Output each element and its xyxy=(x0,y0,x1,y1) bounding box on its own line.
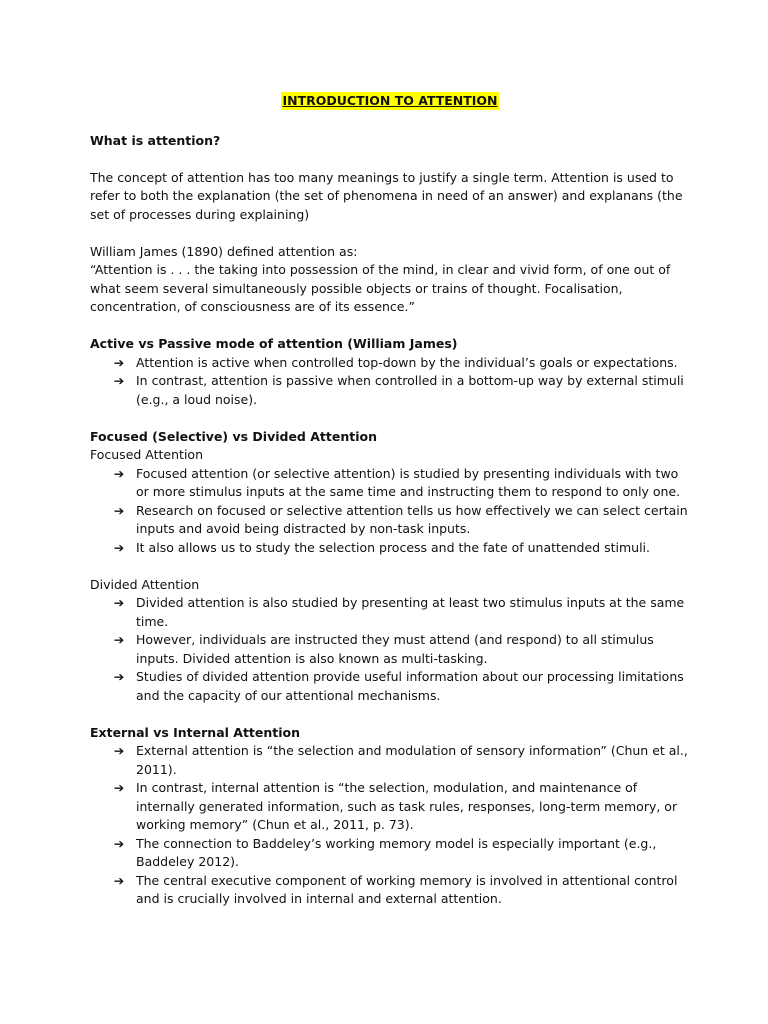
arrow-bullet-icon: ➔ xyxy=(113,780,125,795)
focused-divided-heading: Focused (Selective) vs Divided Attention xyxy=(90,428,377,444)
focused-attention-subheading: Focused Attention xyxy=(90,447,203,462)
list-item-text: Studies of divided attention provide useful information about our processing limitations and the capacity of our attentional mechanisms. xyxy=(136,669,684,703)
list-item-text: Attention is active when controlled top-down by the individual’s goals or expectations. xyxy=(136,354,678,370)
list-item xyxy=(113,354,690,373)
title-container xyxy=(90,92,690,111)
arrow-bullet-icon: ➔ xyxy=(113,669,125,684)
list-item-text: In contrast, internal attention is “the selection, modulation, and maintenance of internally generated information, such as task rules, responses, long-term memory, or working memory” (Chun et al., 2011, p. 73). xyxy=(136,780,678,832)
arrow-bullet-icon: ➔ xyxy=(113,632,125,647)
list-item xyxy=(113,502,690,539)
list-item xyxy=(113,631,690,668)
divided-attention-subheading: Divided Attention xyxy=(90,576,200,592)
spacer xyxy=(90,557,690,576)
arrow-bullet-icon: ➔ xyxy=(113,595,125,610)
arrow-bullet-icon: ➔ xyxy=(113,502,125,518)
arrow-bullet-icon: ➔ xyxy=(113,373,125,388)
list-item-text: Research on focused or selective attention tells us how effectively we can select certain inputs and avoid being distracted by non-task inputs. xyxy=(136,502,688,536)
list-item xyxy=(113,372,690,409)
arrow-bullet-icon: ➔ xyxy=(113,465,125,481)
list-item xyxy=(113,742,690,779)
list-item xyxy=(113,539,690,558)
document-body xyxy=(90,92,690,909)
focused-attention-list xyxy=(90,465,690,558)
external-internal-list xyxy=(90,742,690,909)
what-is-attention-heading: What is attention? xyxy=(90,132,221,148)
spacer xyxy=(90,317,690,336)
list-item xyxy=(113,835,690,872)
list-item xyxy=(113,779,690,835)
spacer xyxy=(90,705,690,724)
arrow-bullet-icon: ➔ xyxy=(113,743,125,758)
divided-attention-list xyxy=(90,594,690,705)
arrow-bullet-icon: ➔ xyxy=(113,539,125,555)
list-item-text: Divided attention is also studied by presenting at least two stimulus inputs at the same time. xyxy=(136,595,685,629)
active-passive-heading: Active vs Passive mode of attention (William James) xyxy=(90,336,458,351)
list-item xyxy=(113,872,690,909)
list-item xyxy=(113,465,690,502)
external-internal-heading: External vs Internal Attention xyxy=(90,724,301,740)
list-item-text: It also allows us to study the selection process and the fate of unattended stimuli. xyxy=(136,539,650,555)
list-item-text: In contrast, attention is passive when controlled in a bottom-up way by external stimuli (e.g., a loud noise). xyxy=(136,373,684,407)
spacer xyxy=(90,224,690,243)
document-title: INTRODUCTION TO ATTENTION xyxy=(282,93,498,108)
arrow-bullet-icon: ➔ xyxy=(113,835,125,851)
william-james-line: William James (1890) defined attention as: xyxy=(90,243,358,259)
list-item-text: Focused attention (or selective attention) is studied by presenting individuals with two or more stimulus inputs at the same time and instructing them to respond to only one. xyxy=(136,465,681,499)
list-item-text: The connection to Baddeley’s working memory model is especially important (e.g., Baddeley 2012). xyxy=(136,835,657,869)
arrow-bullet-icon: ➔ xyxy=(113,872,125,888)
active-passive-list xyxy=(90,354,690,410)
william-james-quote: “Attention is . . . the taking into possession of the mind, in clear and vivid form, of one out of what seem several simultaneously possible objects or trains of thought. Focalisation, concentration, of consciousness are of its essence.” xyxy=(90,262,671,314)
arrow-bullet-icon: ➔ xyxy=(113,354,125,370)
list-item-text: The central executive component of working memory is involved in attentional control and is crucially involved in internal and external attention. xyxy=(136,872,678,906)
spacer xyxy=(90,150,690,169)
list-item xyxy=(113,594,690,631)
intro-paragraph: The concept of attention has too many meanings to justify a single term. Attention is used to refer to both the explanation (the set of phenomena in need of an answer) and explanans (the set of processes during explaining) xyxy=(90,169,683,222)
list-item xyxy=(113,668,690,705)
spacer xyxy=(90,409,690,428)
list-item-text: External attention is “the selection and modulation of sensory information” (Chun et al., 2011). xyxy=(136,743,688,777)
list-item-text: However, individuals are instructed they must attend (and respond) to all stimulus inputs. Divided attention is also known as multi-tasking. xyxy=(136,632,654,666)
